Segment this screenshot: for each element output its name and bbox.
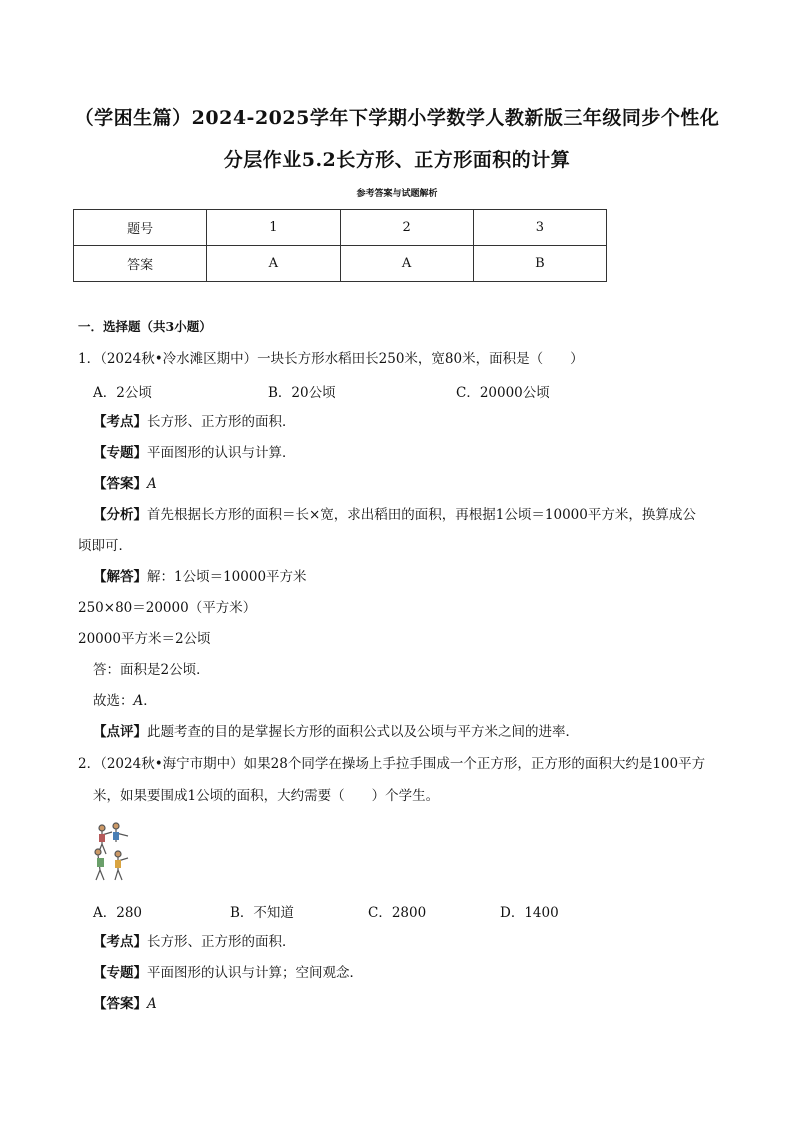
question-1-zhuanti	[93, 443, 296, 463]
table-cell: A	[207, 246, 340, 282]
section-heading: 一．选择题（共3小题）	[78, 319, 212, 334]
answer-value: A	[147, 996, 157, 1012]
question-1-jieda-line-4: 答：面积是2公顷．	[93, 662, 210, 678]
zhuanti-text: 平面图形的认识与计算；空间观念．	[147, 965, 363, 981]
table-cell: 题号	[74, 210, 207, 246]
children-holding-hands-illustration	[88, 818, 148, 888]
zhuanti-tag: 【专题】	[93, 445, 147, 461]
question-1-jieda-line-2: 250×80＝20000（平方米）	[78, 600, 257, 616]
kaodian-text: 长方形、正方形的面积．	[147, 934, 296, 950]
question-1-kaodian	[93, 412, 296, 432]
jieda-tag: 【解答】	[93, 569, 147, 585]
document-title-line-2: 分层作业5.2长方形、正方形面积的计算	[223, 149, 571, 171]
dianping-tag: 【点评】	[93, 724, 147, 740]
question-1-jieda-line-1	[93, 567, 307, 587]
question-1-fenxi-line-1	[93, 505, 696, 525]
table-row	[74, 210, 607, 246]
question-1-answer	[93, 474, 157, 494]
document-subtitle: 参考答案与试题解析	[356, 189, 438, 199]
dianping-text: 此题考查的目的是掌握长方形的面积公式以及公顷与平方米之间的进率．	[147, 724, 579, 740]
table-cell: B	[473, 246, 606, 282]
kaodian-tag: 【考点】	[93, 934, 147, 950]
answer-tag: 【答案】	[93, 476, 147, 492]
answer-table	[73, 209, 607, 282]
kaodian-tag: 【考点】	[93, 414, 147, 430]
question-1-option-c: C．20000公顷	[456, 385, 550, 401]
question-2-zhuanti	[93, 963, 363, 983]
table-cell: 1	[207, 210, 340, 246]
question-2-option-d: D．1400	[500, 905, 559, 921]
question-2-stem-line-2: 米，如果要围成1公顷的面积，大约需要（ ）个学生。	[93, 788, 440, 804]
question-1-jieda-line-3: 20000平方米＝2公顷	[78, 631, 211, 647]
question-2-option-a: A．280	[93, 905, 143, 921]
zhuanti-tag: 【专题】	[93, 965, 147, 981]
choice-suffix: ．	[143, 693, 157, 709]
jieda-text: 解：1公顷＝10000平方米	[147, 569, 307, 585]
table-cell: 2	[340, 210, 473, 246]
question-1-stem: 1．（2024秋•冷水滩区期中）一块长方形水稻田长250米，宽80米，面积是（ ）	[78, 351, 584, 367]
fenxi-tag: 【分析】	[93, 507, 147, 523]
question-2-option-b: B．不知道	[230, 905, 294, 921]
table-cell: A	[340, 246, 473, 282]
document-title-line-1: （学困生篇）2024-2025学年下学期小学数学人教新版三年级同步个性化	[74, 107, 720, 129]
question-1-option-b: B．20公顷	[268, 385, 336, 401]
fenxi-text: 首先根据长方形的面积＝长×宽，求出稻田的面积，再根据1公顷＝10000平方米，换算成公	[147, 507, 696, 523]
choice-prefix: 故选：	[93, 693, 134, 709]
table-cell: 3	[473, 210, 606, 246]
table-row	[74, 246, 607, 282]
question-2-kaodian	[93, 932, 296, 952]
zhuanti-text: 平面图形的认识与计算．	[147, 445, 296, 461]
kaodian-text: 长方形、正方形的面积．	[147, 414, 296, 430]
question-2-stem-line-1: 2．（2024秋•海宁市期中）如果28个同学在操场上手拉手围成一个正方形，正方形的面积大约是100平方	[78, 756, 706, 772]
answer-tag: 【答案】	[93, 996, 147, 1012]
question-1-fenxi-line-2: 顷即可．	[78, 538, 132, 554]
choice-answer: A	[133, 693, 144, 709]
answer-value: A	[147, 476, 157, 492]
question-2-answer	[93, 994, 157, 1014]
question-2-option-c: C．2800	[368, 905, 427, 921]
question-1-dianping	[93, 722, 579, 742]
table-cell: 答案	[74, 246, 207, 282]
question-1-option-a: A．2公顷	[93, 385, 152, 401]
question-1-jieda-line-5	[93, 691, 157, 711]
